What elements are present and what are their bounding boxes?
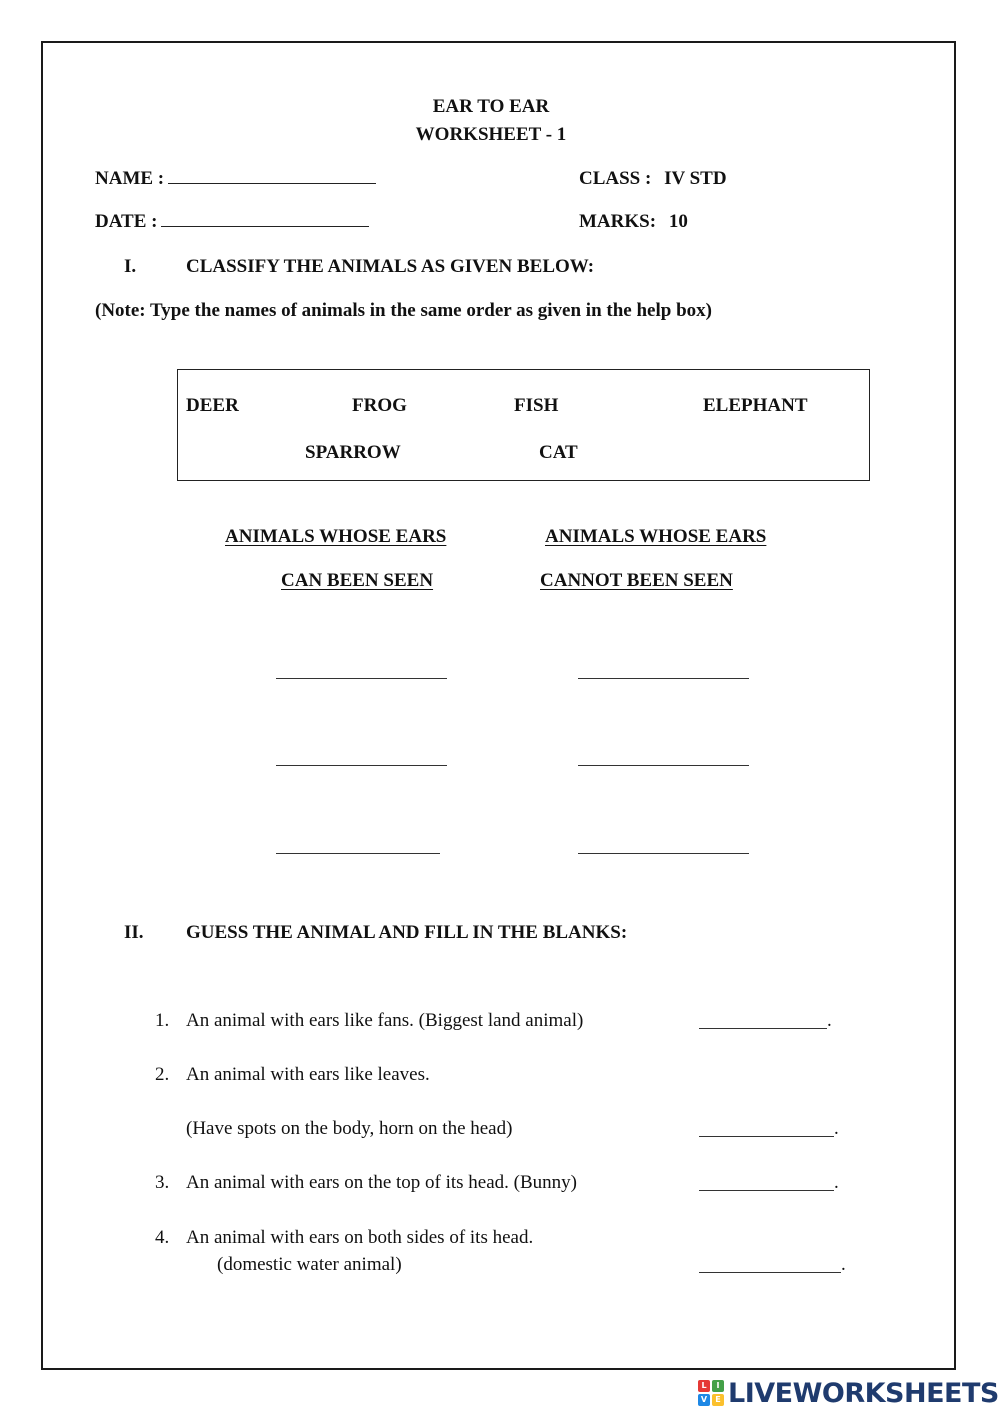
page-border [41, 41, 956, 1370]
question-2-text: An animal with ears like leaves. [186, 1064, 430, 1085]
column-not-seen-heading-line1: ANIMALS WHOSE EARS [545, 526, 767, 547]
class-label: CLASS : [579, 168, 652, 189]
date-field [95, 211, 369, 233]
name-label: NAME : [95, 168, 165, 189]
class-value: IV STD [664, 168, 727, 189]
help-box [177, 369, 870, 481]
logo-mark-icon [698, 1380, 724, 1406]
question-2-number: 2. [155, 1064, 170, 1085]
date-input-line[interactable] [161, 212, 369, 227]
column-seen-heading-line2: CAN BEEN SEEN [281, 570, 434, 591]
answer-2-period: . [834, 1118, 839, 1139]
question-1-text: An animal with ears like fans. (Biggest land animal) [186, 1010, 584, 1031]
column-seen-heading-line1: ANIMALS WHOSE EARS [225, 526, 447, 547]
answer-3-period: . [834, 1172, 839, 1193]
section2-title: GUESS THE ANIMAL AND FILL IN THE BLANKS: [186, 922, 628, 943]
worksheet-subtitle: WORKSHEET - 1 [415, 124, 567, 145]
question-1-number: 1. [155, 1010, 170, 1031]
date-label: DATE : [95, 211, 158, 232]
seen-blank-2[interactable] [276, 765, 447, 766]
help-word-elephant: ELEPHANT [703, 395, 808, 416]
help-word-frog: FROG [352, 395, 407, 416]
logo-tile-v: V [698, 1394, 710, 1406]
section1-number: I. [124, 256, 137, 277]
seen-blank-1[interactable] [276, 678, 447, 679]
column-not-seen-heading-line2: CANNOT BEEN SEEN [540, 570, 733, 591]
section1-title: CLASSIFY THE ANIMALS AS GIVEN BELOW: [186, 256, 595, 277]
help-word-deer: DEER [186, 395, 239, 416]
question-4-text: An animal with ears on both sides of its head. [186, 1227, 534, 1248]
marks-value: 10 [668, 211, 688, 232]
section2-number: II. [124, 922, 144, 943]
class-field [579, 168, 727, 190]
name-input-line[interactable] [168, 169, 376, 184]
question-3-text: An animal with ears on the top of its head. (Bunny) [186, 1172, 578, 1193]
name-field [95, 168, 376, 190]
help-word-sparrow: SPARROW [305, 442, 401, 463]
liveworksheets-logo[interactable] [698, 1376, 999, 1410]
not-seen-blank-3[interactable] [578, 853, 749, 854]
question-4-number: 4. [155, 1227, 170, 1248]
marks-field [579, 211, 688, 233]
logo-tile-e: E [712, 1394, 724, 1406]
not-seen-blank-2[interactable] [578, 765, 749, 766]
logo-tile-i: I [712, 1380, 724, 1392]
help-word-fish: FISH [514, 395, 559, 416]
answer-3-line[interactable] [699, 1190, 834, 1191]
logo-tile-l: L [698, 1380, 710, 1392]
question-4-hint: (domestic water animal) [217, 1254, 402, 1275]
answer-1-period: . [827, 1010, 832, 1031]
worksheet-title: EAR TO EAR [432, 96, 550, 117]
question-3-number: 3. [155, 1172, 170, 1193]
answer-4-period: . [841, 1254, 846, 1275]
section1-note: (Note: Type the names of animals in the same order as given in the help box) [95, 300, 712, 321]
answer-1-line[interactable] [699, 1028, 827, 1029]
question-2-hint: (Have spots on the body, horn on the head) [186, 1118, 513, 1139]
marks-label: MARKS: [579, 211, 657, 232]
answer-2-line[interactable] [699, 1136, 834, 1137]
help-word-cat: CAT [539, 442, 578, 463]
seen-blank-3[interactable] [276, 853, 440, 854]
not-seen-blank-1[interactable] [578, 678, 749, 679]
answer-4-line[interactable] [699, 1272, 841, 1273]
logo-text: LIVEWORKSHEETS [728, 1377, 999, 1409]
